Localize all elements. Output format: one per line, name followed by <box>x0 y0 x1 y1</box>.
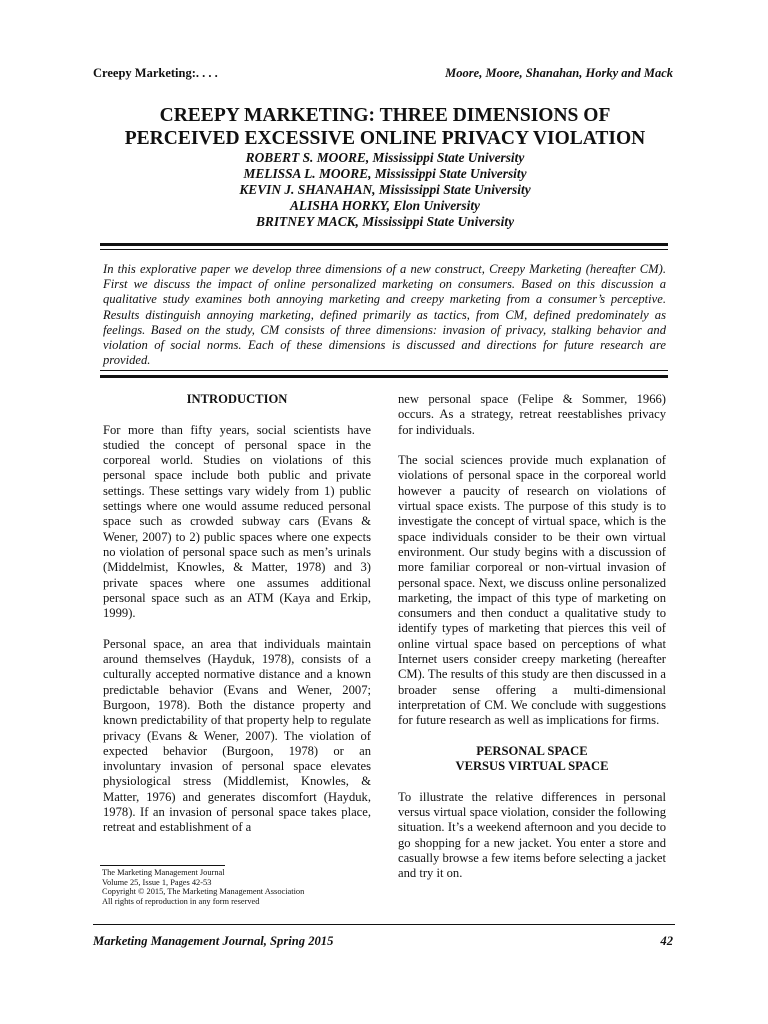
abstract-top-rule-thin <box>100 249 668 250</box>
abstract-bottom-rule-thick <box>100 375 668 378</box>
right-column <box>398 392 666 897</box>
left-column <box>103 392 371 851</box>
footer-rule <box>93 924 675 925</box>
section2-paragraph-1: To illustrate the relative differences in personal versus virtual space violation, consider the following situation. It’s a weekend afternoon and you decide to go shopping for a new jacket. You enter a store and casually browse a few items before selecting a jacket and try it on. <box>398 789 666 881</box>
intro-paragraph-2: Personal space, an area that individuals maintain around themselves (Hayduk, 1978), consists of a culturally accepted normative distance and a known predictable behavior (Evans and Wener, 2007; Burgoon, 1978). Both the distance property and known predictability of that property help to regulate privacy (Evans & Wener, 2007). The violation of expected behavior (Burgoon, 1978) or an involuntary invasion of personal space elevates physiological stress (Middlemist, Knowles, & Matter, 1976) and generates discomfort (Hayduk, 1978). If an invasion of personal space takes place, retreat and establishment of a <box>103 636 371 835</box>
footnote-line-1: The Marketing Management Journal <box>102 868 225 877</box>
abstract-bottom-rule-thin <box>100 370 668 371</box>
journal-footer: Marketing Management Journal, Spring 2015 <box>93 934 334 948</box>
section2-heading <box>398 744 666 775</box>
running-header-right: Moore, Moore, Shanahan, Horky and Mack <box>445 66 673 80</box>
right-paragraph-2: The social sciences provide much explanation of violations of personal space in the corporeal world however a paucity of research on violations of virtual space exists. The purpose of this study is to investigate the concept of virtual space, which is the space individuals consider to be their own virtual environment. Our study begins with a discussion of more familiar corporeal or non-virtual invasion of personal space. Next, we discuss online personalized marketing, the impact of this type of marketing on consumers and then conduct a qualitative study to identify types of marketing that pierces this veil of online virtual space based on perceptions of what Internet users consider creepy marketing (hereafter CM). The results of this study are then discussed in a broader sense offering a multi-dimensional interpretation of CM. We conclude with suggestions for future research as well as implications for firms. <box>398 453 666 728</box>
author-1: ROBERT S. MOORE, Mississippi State University <box>245 150 525 165</box>
introduction-heading: INTRODUCTION <box>186 392 288 406</box>
author-3: KEVIN J. SHANAHAN, Mississippi State University <box>239 182 531 197</box>
paper-title <box>60 104 710 150</box>
footnote-line-2: Volume 25, Issue 1, Pages 42-53 <box>102 877 212 887</box>
title-line-1: CREEPY MARKETING: THREE DIMENSIONS OF <box>159 105 611 126</box>
section2-heading-line-1: PERSONAL SPACE <box>476 743 588 758</box>
footnote-rule <box>100 865 225 866</box>
footnote-line-4: All rights of reproduction in any form reserved <box>102 896 260 906</box>
author-4: ALISHA HORKY, Elon University <box>290 198 480 213</box>
intro-paragraph-1: For more than fifty years, social scientists have studied the concept of personal space in the corporeal world. Studies on violations of this personal space include both public and private settings. These settings vary widely from 1) public settings where one would assume reduced personal space such as crowded subway cars (Evans & Wener, 2007) to 2) public spaces where one expects no violation of personal space such as men’s urinals (Middelmist, Knowles, & Matter, 1978) and 3) private spaces where one assumes additional personal space such as an ATM (Kaya and Erkip, 1999). <box>103 422 371 621</box>
title-line-2: PERCEIVED EXCESSIVE ONLINE PRIVACY VIOLATION <box>124 128 646 149</box>
section2-heading-line-2: VERSUS VIRTUAL SPACE <box>455 759 609 774</box>
footnote <box>102 868 304 906</box>
running-header-left: Creepy Marketing:. . . . <box>93 66 218 80</box>
author-5: BRITNEY MACK, Mississippi State University <box>255 214 515 229</box>
abstract: In this explorative paper we develop three dimensions of a new construct, Creepy Marketing (hereafter CM). First we discuss the impact of online personalized marketing on consumers. Based on this discussion a qualitative study examines both annoying marketing and creepy marketing from a consumer’s perceptive. Results distinguish annoying marketing, defined primarily as tactics, from CM, defined predominately as feelings. Based on the study, CM consists of three dimensions: invasion of privacy, stalking behavior and violation of social norms. Each of these dimensions is discussed and directions for future research are provided. <box>103 262 666 368</box>
author-list <box>60 150 710 230</box>
footnote-line-3: Copyright © 2015, The Marketing Management Association <box>102 887 305 897</box>
page-number: 42 <box>660 934 673 948</box>
author-2: MELISSA L. MOORE, Mississippi State University <box>243 166 527 181</box>
abstract-top-rule-thick <box>100 243 668 246</box>
right-paragraph-1: new personal space (Felipe & Sommer, 1966) occurs. As a strategy, retreat reestablishes privacy for individuals. <box>398 392 666 437</box>
